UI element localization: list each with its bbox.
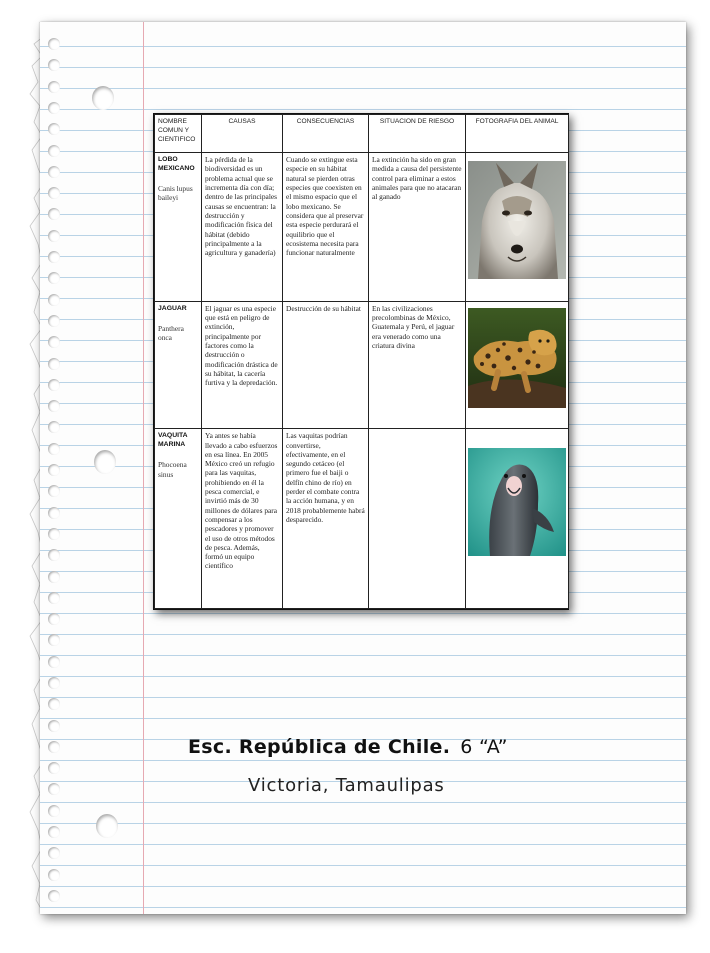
table-row <box>155 429 569 609</box>
spiral-hole <box>48 869 60 881</box>
spiral-hole <box>48 528 60 540</box>
spiral-hole <box>48 720 60 732</box>
name-cell <box>155 301 202 429</box>
spiral-hole <box>48 187 60 199</box>
spiral-hole <box>48 336 60 348</box>
common-name: JAGUAR <box>158 304 187 312</box>
spiral-hole <box>48 464 60 476</box>
spiral-hole <box>48 592 60 604</box>
causes-cell: La pérdida de la biodiversidad es un problema actual que se incrementa día con día; dentro de las principales causas se encuentran: la destrucción y modificación física del hábitat (debido principalmente a la agricultura y ganadería) <box>202 153 283 302</box>
spiral-hole <box>48 677 60 689</box>
binder-hole <box>94 450 116 474</box>
common-name: LOBO MEXICANO <box>158 156 195 173</box>
spiral-hole <box>48 443 60 455</box>
spiral-hole <box>48 613 60 625</box>
spiral-hole <box>48 358 60 370</box>
spiral-hole <box>48 741 60 753</box>
species-table <box>154 114 569 609</box>
spiral-hole <box>48 230 60 242</box>
spiral-hole <box>48 507 60 519</box>
causes-cell: Ya antes se había llevado a cabo esfuerzos en esa línea. En 2005 México creó un refugio para las vaquitas, prohibiendo en él la pesca comercial, e invirtió más de 30 millones de dólares para compensar a los pescadores y promover el uso de otros métodos de pesca. Además, formó un equipo científico <box>202 429 283 609</box>
name-cell <box>155 153 202 302</box>
consequences-cell: Cuando se extingue esta especie en su hábitat natural se pierden otras especies que coexisten en el mismo espacio que el lobo mexicano. Se considera que al preservar esta especie perdurará el equilibrio que el ecosistema necesita para funcionar naturalmente <box>283 153 369 302</box>
table-row <box>155 153 569 302</box>
endangered-species-table <box>153 113 569 610</box>
header-photo: FOTOGRAFIA DEL ANIMAL <box>466 115 569 153</box>
spiral-hole <box>48 294 60 306</box>
spiral-hole <box>48 421 60 433</box>
grade-label: 6 “A” <box>460 736 508 758</box>
photo-cell <box>466 301 569 429</box>
photo-cell <box>466 429 569 609</box>
jaguar-photo <box>468 308 566 408</box>
spiral-hole <box>48 123 60 135</box>
header-risk: SITUACION DE RIESGO <box>369 115 466 153</box>
spiral-hole <box>48 485 60 497</box>
binder-hole <box>96 814 118 838</box>
spiral-hole <box>48 783 60 795</box>
spiral-hole <box>48 251 60 263</box>
risk-cell: En las civilizaciones precolombinas de México, Guatemala y Perú, el jaguar era venerado como una criatura divina <box>369 301 466 429</box>
spiral-hole <box>48 805 60 817</box>
spiral-hole <box>48 847 60 859</box>
spiral-hole <box>48 826 60 838</box>
spiral-hole <box>48 166 60 178</box>
risk-cell <box>369 429 466 609</box>
spiral-hole <box>48 656 60 668</box>
spiral-hole <box>48 59 60 71</box>
margin-line <box>143 22 144 914</box>
header-consequences: CONSECUENCIAS <box>283 115 369 153</box>
scientific-name: Phocoena sinus <box>158 460 187 479</box>
consequences-cell: Destrucción de su hábitat <box>283 301 369 429</box>
table-header-row <box>155 115 569 153</box>
photo-cell <box>466 153 569 302</box>
spiral-hole <box>48 571 60 583</box>
spiral-hole <box>48 145 60 157</box>
spiral-hole <box>48 762 60 774</box>
table-row <box>155 301 569 429</box>
risk-cell: La extinción ha sido en gran medida a causa del persistente control para eliminar a estos animales para que no atacaran al ganado <box>369 153 466 302</box>
header-causes: CAUSAS <box>202 115 283 153</box>
scientific-name: Panthera onca <box>158 323 184 343</box>
consequences-cell: Las vaquitas podrían convertirse, efectivamente, en el segundo cetáceo (el primero fue el baiji o delfín chino de río) en perder el combate contra la acción humana, y en 2018 probablemente habrá desparecido. <box>283 429 369 609</box>
spiral-hole <box>48 315 60 327</box>
binder-hole <box>92 86 114 110</box>
school-label: Esc. República de Chile. <box>188 736 451 758</box>
header-name: NOMBRE COMUN Y CIENTIFICO <box>155 115 202 153</box>
spiral-hole <box>48 208 60 220</box>
school-name <box>188 736 508 758</box>
spiral-hole <box>48 890 60 902</box>
name-cell <box>155 429 202 609</box>
spiral-hole <box>48 379 60 391</box>
spiral-hole <box>48 400 60 412</box>
spiral-hole <box>48 634 60 646</box>
wolf-photo <box>468 161 566 279</box>
spiral-hole <box>48 102 60 114</box>
spiral-hole <box>48 698 60 710</box>
spiral-hole <box>48 81 60 93</box>
vaquita-photo <box>468 448 566 556</box>
scientific-name: Canis lupus baileyi <box>158 184 193 203</box>
city-label: Victoria, Tamaulipas <box>248 775 445 796</box>
spiral-hole <box>48 549 60 561</box>
spiral-hole <box>48 38 60 50</box>
spiral-hole <box>48 272 60 284</box>
causes-cell: El jaguar es una especie que está en peligro de extinción, principalmente por factores como la destrucción o modificación drástica de su hábitat, la cacería furtiva y la depredación. <box>202 301 283 429</box>
common-name: VAQUITA MARINA <box>158 432 188 449</box>
